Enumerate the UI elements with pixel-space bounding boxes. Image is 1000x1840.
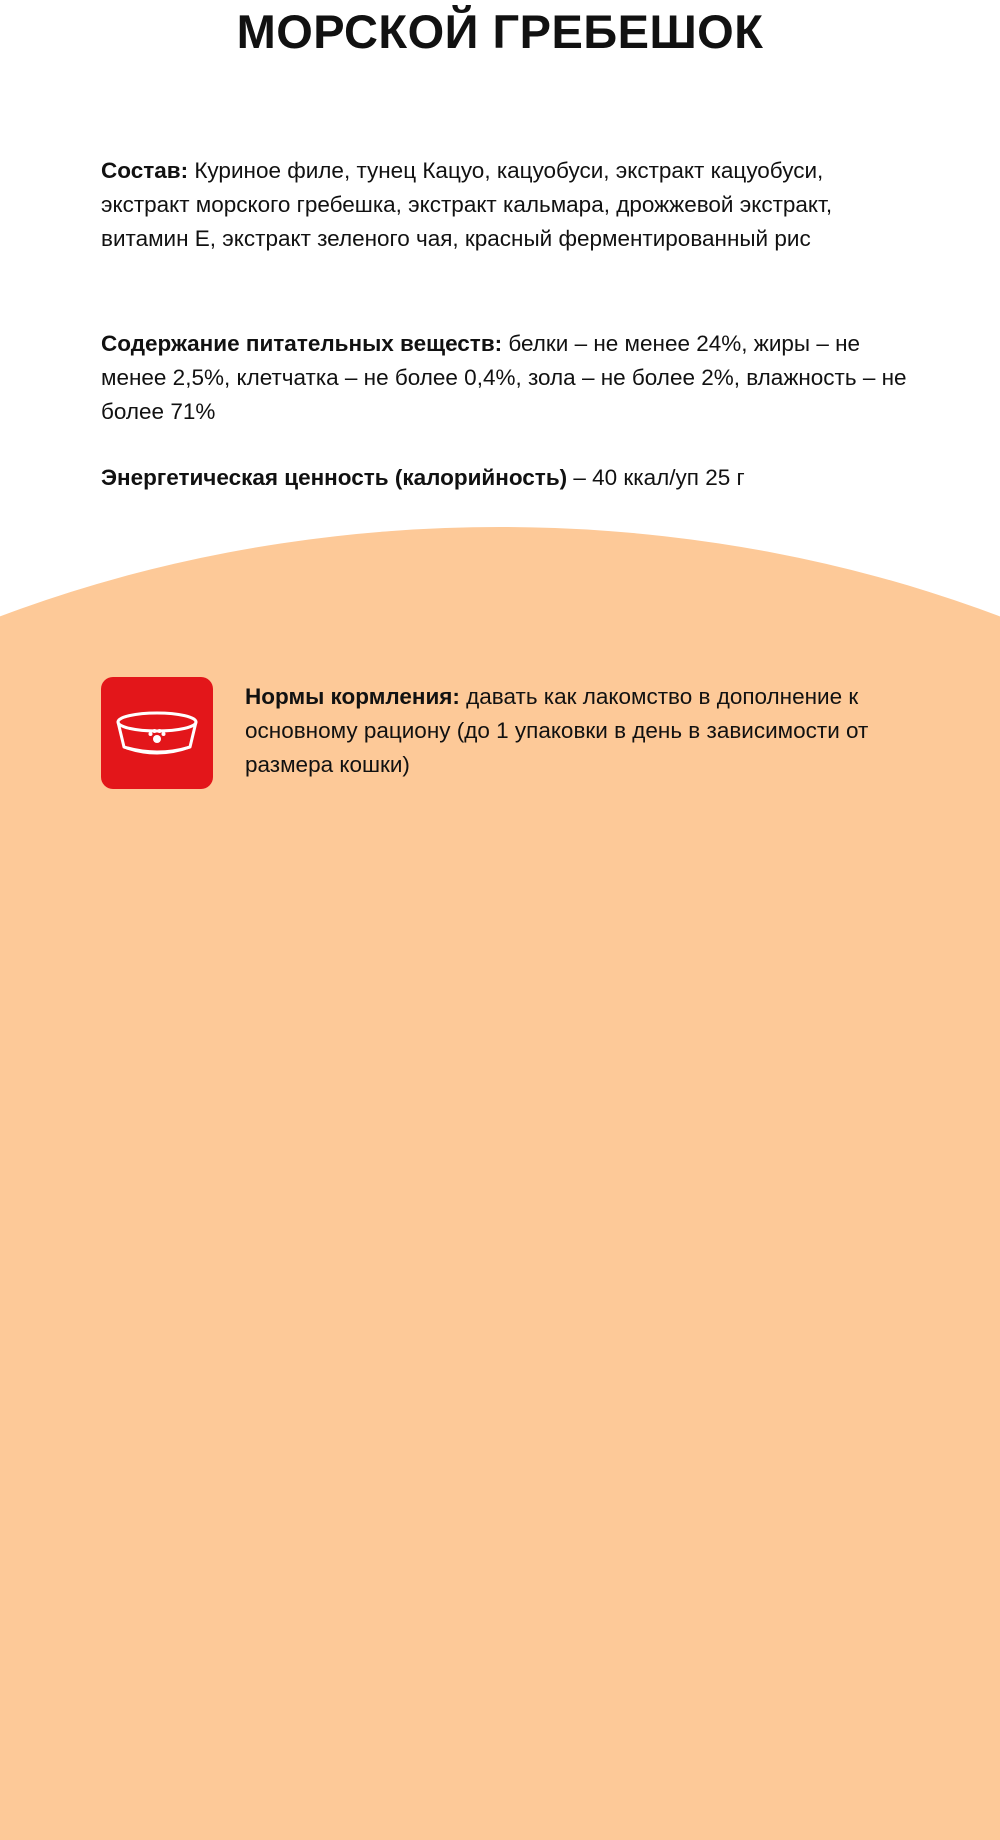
composition-text: Куриное филе, тунец Кацуо, кацуобуси, экстракт кацуобуси, экстракт морского гребешка, экстракт кальмара, дрожжевой экстракт, витамин Е, экстракт зеленого чая, красный ферментированный рис	[101, 158, 833, 251]
composition-label: Состав:	[101, 158, 189, 183]
energy-paragraph	[101, 461, 911, 495]
energy-label: Энергетическая ценность (калорийность)	[101, 465, 568, 490]
nutrients-paragraph	[101, 327, 911, 429]
nutrients-text: белки – не менее 24%, жиры – не менее 2,5%, клетчатка – не более 0,4%, зола – не более 2%, влажность – не более 71%	[101, 331, 907, 424]
feeding-label: Нормы кормления:	[245, 684, 460, 709]
nutrients-label: Содержание питательных веществ:	[101, 331, 503, 356]
composition-paragraph	[101, 154, 911, 256]
pet-bowl-icon	[101, 677, 213, 789]
feeding-paragraph	[245, 680, 925, 782]
energy-text: – 40 ккал/уп 25 г	[567, 465, 745, 490]
page-title: МОРСКОЙ ГРЕБЕШОК	[236, 5, 764, 58]
feeding-text: давать как лакомство в дополнение к основному рациону (до 1 упаковки в день в зависимости от размера кошки)	[245, 684, 869, 777]
